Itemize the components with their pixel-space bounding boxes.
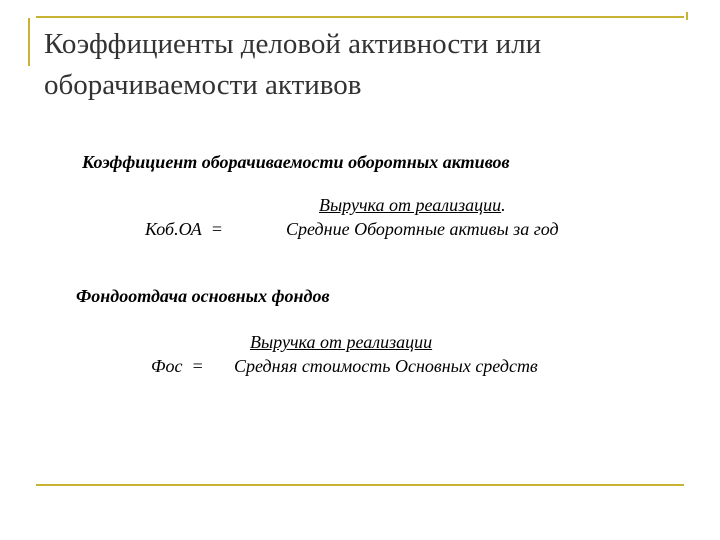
section1-numerator-suffix: .	[501, 195, 506, 215]
section1-numerator	[319, 194, 506, 216]
section1-formula-lhs: Коб.ОА =	[145, 219, 223, 239]
bottom-rule	[36, 484, 684, 486]
slide-title	[44, 24, 684, 106]
right-rule	[686, 12, 688, 20]
slide-title-line-1: Коэффициенты деловой активности или	[44, 28, 542, 60]
section1-heading: Коэффициент оборачиваемости оборотных активов	[82, 152, 510, 172]
section2-numerator: Выручка от реализации	[250, 332, 433, 352]
section2-formula-lhs: Фос =	[151, 356, 204, 376]
left-rule	[28, 18, 30, 66]
top-rule	[36, 16, 684, 18]
section1-denominator: Средние Оборотные активы за год	[286, 219, 559, 239]
section2-denominator: Средняя стоимость Основных средств	[234, 356, 538, 376]
slide-title-line-2: оборачиваемости активов	[44, 69, 362, 101]
section1-numerator-text: Выручка от реализации	[319, 195, 502, 215]
section2-heading: Фондоотдача основных фондов	[76, 286, 330, 306]
